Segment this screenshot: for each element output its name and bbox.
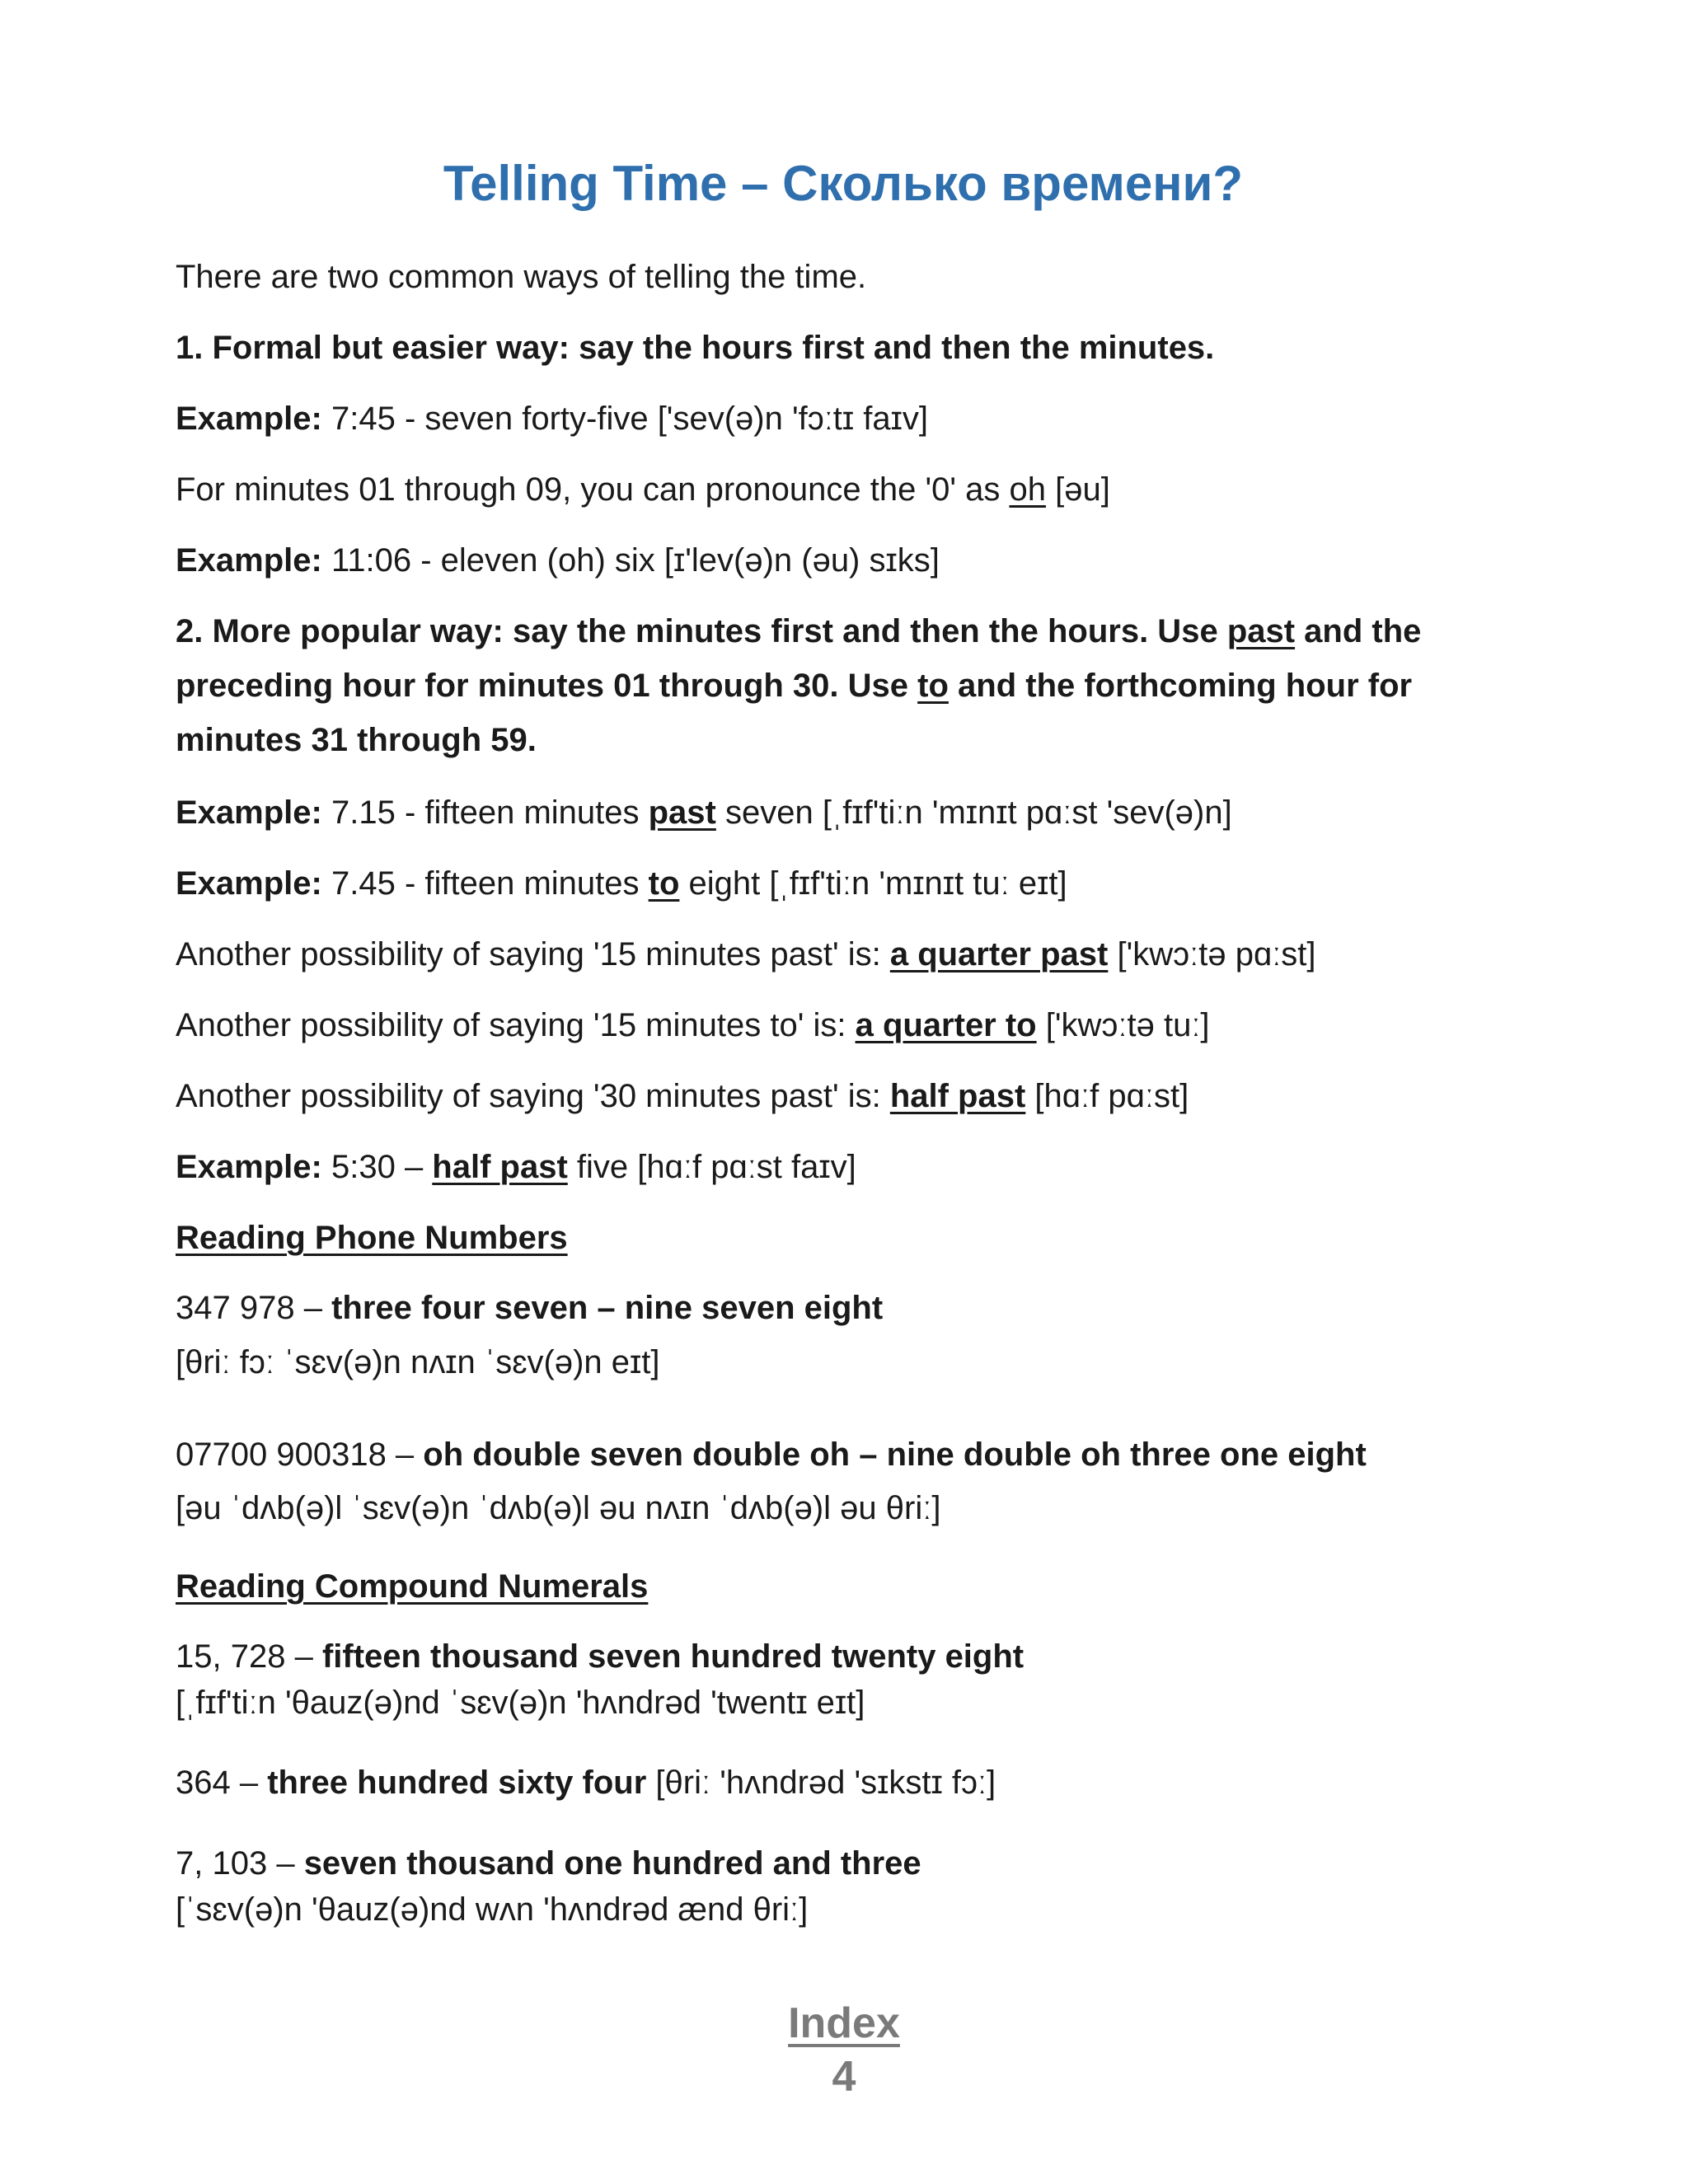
way2-part2: and the preceding hour for minutes 01 through 30. Use [176,613,1422,704]
alternative-2 [176,1002,1210,1048]
section-heading-compound [176,1563,648,1610]
alt-before: Another possibility of saying '30 minutes past' is: [176,1078,890,1114]
example-2 [176,537,940,583]
example-key: past [648,794,716,831]
compound-number: 15, 728 – [176,1638,322,1675]
phone-2-ipa: [əu ˈdʌb(ə)l ˈsɛv(ə)n ˈdʌb(ə)l əu nʌɪn ˈdʌb(ə)l əu θriː] [176,1490,941,1526]
alt-after: [hɑːf pɑːst] [1025,1078,1189,1114]
section-heading-compound-text: Reading Compound Numerals [176,1568,649,1605]
way2-part3: and the forthcoming hour for minutes 31 through 59. [176,668,1413,758]
section-heading-phone-text: Reading Phone Numbers [176,1220,568,1256]
alt-after: ['kwɔːtə tuː] [1036,1007,1210,1043]
page-number: 4 [832,2053,856,2101]
oh-note-after: [əu] [1045,471,1110,508]
compound-words: fifteen thousand seven hundred twenty eight [321,1638,1025,1675]
alt-before: Another possibility of saying '15 minutes past' is: [176,936,890,972]
compound-ipa: [θriː 'hʌndrəd 'sɪkstɪ fɔː] [646,1765,996,1801]
example-3 [176,790,1232,836]
way1-heading-text: 1. Formal but easier way: say the hours first and then the minutes. [176,330,1215,366]
example-label: Example: [176,401,322,437]
alt-after: ['kwɔːtə pɑːst] [1108,936,1316,972]
compound-words: seven thousand one hundred and three [303,1845,921,1882]
compound-number: 7, 103 – [176,1845,304,1882]
alt-before: Another possibility of saying '15 minutes to' is: [176,1007,856,1043]
example-5 [176,1144,856,1190]
example-text-before: 7.45 - fifteen minutes [321,865,649,902]
example-text-before: 7.15 - fifteen minutes [321,794,649,831]
way1-heading [176,325,1214,371]
phone-2 [176,1432,1367,1478]
example-key: to [648,865,680,902]
example-text: 11:06 - eleven (oh) six [ɪ'lev(ə)n (əu) sɪks] [321,542,940,579]
phone-words: three four seven – nine seven eight [331,1290,884,1326]
way2-heading [176,604,1494,767]
intro-paragraph: There are two common ways of telling the time. [176,259,867,295]
example-text-before: 5:30 – [321,1149,433,1185]
phone-number: 347 978 – [176,1290,332,1326]
example-label: Example: [176,542,322,579]
example-text-after: eight [ˌfɪf'tiːn 'mɪnɪt tuː eɪt] [679,865,1067,902]
compound-words: three hundred sixty four [267,1765,647,1801]
alt-key: half past [889,1078,1026,1114]
compound-1-ipa: [ˌfɪf'tiːn 'θauz(ə)nd ˈsɛv(ə)n 'hʌndrəd 'twentɪ eɪt] [176,1685,865,1721]
example-label: Example: [176,1149,322,1185]
example-label: Example: [176,865,322,902]
way2-past: past [1226,613,1296,649]
example-label: Example: [176,794,322,831]
compound-3-ipa: [ˈsɛv(ə)n 'θauz(ə)nd wʌn 'hʌndrəd ænd θriː] [176,1891,809,1928]
compound-3 [176,1840,921,1886]
oh-note-key: oh [1009,471,1046,508]
alt-key: a quarter to [855,1007,1037,1043]
example-text: 7:45 - seven forty-five ['sev(ə)n 'fɔːtɪ faɪv] [321,401,928,437]
alt-key: a quarter past [889,936,1109,972]
example-4 [176,860,1067,907]
compound-2 [176,1760,996,1806]
example-text-after: seven [ˌfɪf'tiːn 'mɪnɪt pɑːst 'sev(ə)n] [715,794,1232,831]
example-1 [176,396,928,442]
compound-1 [176,1633,1024,1680]
phone-1-ipa: [θriː fɔː ˈsɛv(ə)n nʌɪn ˈsɛv(ə)n eɪt] [176,1344,660,1380]
oh-note-before: For minutes 01 through 09, you can pronounce the '0' as [176,471,1010,508]
section-heading-phone [176,1215,568,1261]
page-title: Telling Time – Сколько времени? [443,156,1244,211]
way2-to: to [917,668,949,704]
compound-number: 364 – [176,1765,268,1801]
phone-number: 07700 900318 – [176,1436,424,1473]
example-key: half past [432,1149,568,1185]
way2-part1: 2. More popular way: say the minutes first and then the hours. Use [176,613,1227,649]
phone-1 [176,1285,883,1331]
oh-note [176,466,1110,513]
alternative-1 [176,931,1316,977]
example-text-after: five [hɑːf pɑːst faɪv] [567,1149,856,1185]
alternative-3 [176,1073,1189,1119]
index-link[interactable]: Index [788,1999,900,2047]
phone-words: oh double seven double oh – nine double oh three one eight [423,1436,1367,1473]
